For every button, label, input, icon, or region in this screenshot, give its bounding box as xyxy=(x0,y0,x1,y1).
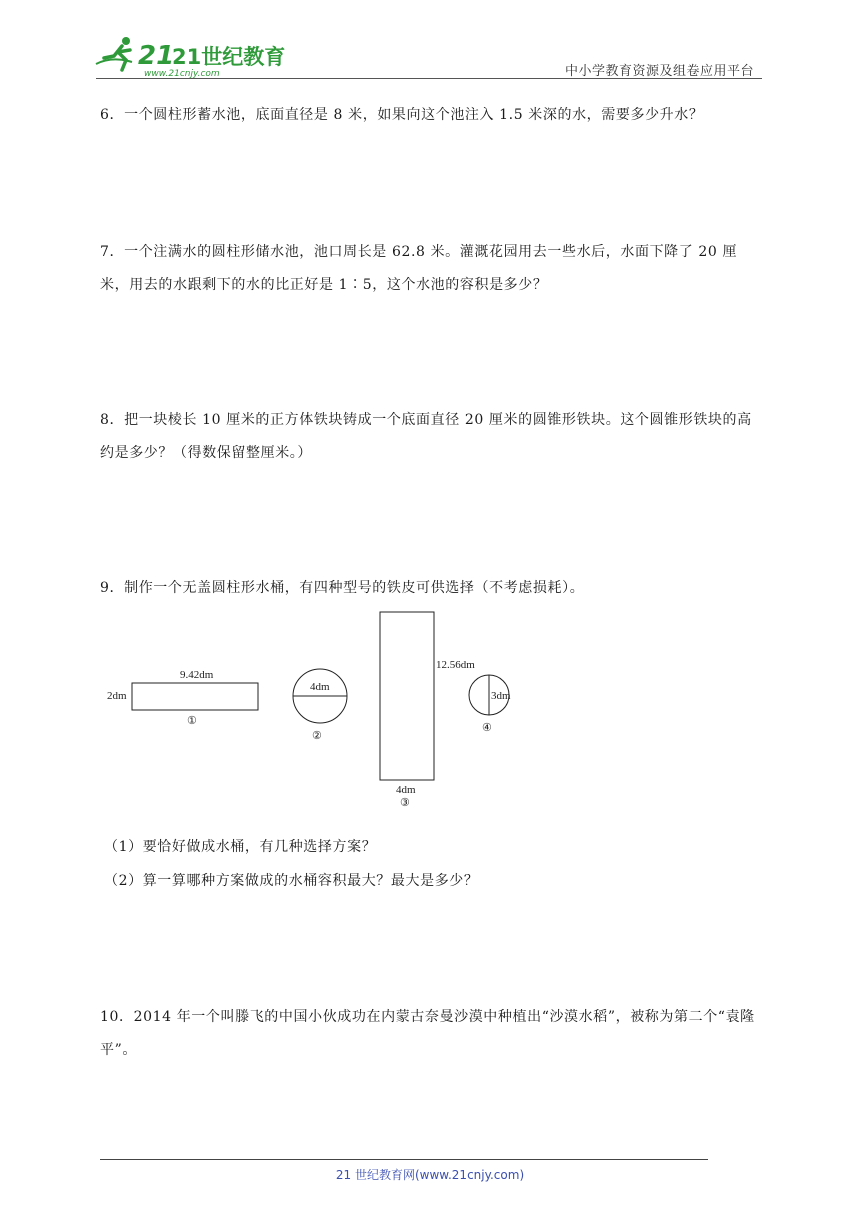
shape1-height-label: 2dm xyxy=(107,690,127,702)
question-7: 7．一个注满水的圆柱形储水池，池口周长是 62.8 米。灌溉花园用去一些水后，水面下降了 20 厘米，用去的水跟剩下的水的比正好是 1∶5，这个水池的容积是多少？ xyxy=(100,244,738,293)
shape4-diameter-label: 3dm xyxy=(491,690,511,702)
question-9-part-1: （1）要恰好做成水桶，有几种选择方案？ xyxy=(104,839,377,855)
question-6: 6．一个圆柱形蓄水池，底面直径是 8 米，如果向这个池注入 1.5 米深的水，需要多少升水？ xyxy=(100,107,704,123)
rectangle-sheet-3 xyxy=(380,612,434,780)
shape1-width-label: 9.42dm xyxy=(180,669,214,681)
header-divider xyxy=(96,78,762,79)
shape2-number: ② xyxy=(312,730,322,742)
site-logo xyxy=(92,34,286,80)
shape3-number: ③ xyxy=(400,797,410,809)
footer-divider xyxy=(100,1159,708,1160)
footer-source: 21 世纪教育网(www.21cnjy.com) xyxy=(335,1168,525,1182)
rectangle-sheet-1 xyxy=(132,683,258,710)
question-8: 8．把一块棱长 10 厘米的正方体铁块铸成一个底面直径 20 厘米的圆锥形铁块。这个圆锥形铁块的高约是多少？（得数保留整厘米。） xyxy=(100,412,752,461)
question-10: 10．2014 年一个叫滕飞的中国小伙成功在内蒙古奈曼沙漠中种植出“沙漠水稻”，被称为第二个“袁隆平”。 xyxy=(100,1009,755,1058)
question-9-part-2: （2）算一算哪种方案做成的水桶容积最大？最大是多少？ xyxy=(104,873,479,889)
shape1-number: ① xyxy=(187,715,197,727)
sheet-metal-figure xyxy=(96,606,536,816)
shape4-number: ④ xyxy=(482,722,492,734)
svg-text:21: 21 xyxy=(138,41,175,71)
platform-title: 中小学教育资源及组卷应用平台 xyxy=(564,64,754,79)
logo-text: 21世纪教育 xyxy=(172,45,286,69)
question-9: 9．制作一个无盖圆柱形水桶，有四种型号的铁皮可供选择（不考虑损耗）。 xyxy=(100,580,585,596)
logo-url: www.21cnjy.com xyxy=(144,69,220,79)
shape3-width-label: 4dm xyxy=(396,784,416,796)
shape3-height-label: 12.56dm xyxy=(436,659,475,671)
shape2-diameter-label: 4dm xyxy=(310,681,330,693)
